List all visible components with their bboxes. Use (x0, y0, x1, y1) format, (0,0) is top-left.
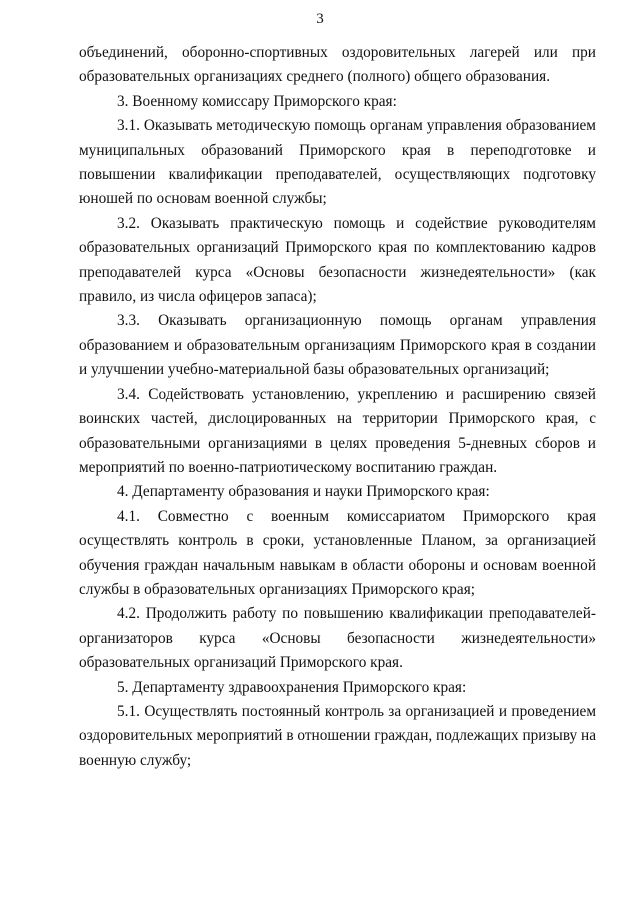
paragraph-3-2: 3.2. Оказывать практическую помощь и содействие руководителям образовательных организаций Приморского края по комплектованию кадров преподавателей курса «Основы безопасности жизнедеятельности» (как правило, из числа офицеров запаса); (79, 214, 596, 306)
paragraph-4-2: 4.2. Продолжить работу по повышению квалификации преподавателей-организаторов курса «Основы безопасности жизнедеятельности» образовательных организаций Приморского края. (79, 605, 596, 672)
paragraph-section-4-heading: 4. Департаменту образования и науки Приморского края: (117, 483, 490, 501)
paragraph-section-3-heading: 3. Военному комиссару Приморского края: (117, 92, 397, 110)
page-number: 3 (316, 11, 324, 27)
paragraph-5-1: 5.1. Осуществлять постоянный контроль за организацией и проведением оздоровительных мероприятий в отношении граждан, подлежащих призыву на военную службу; (79, 702, 596, 769)
document-body (79, 41, 596, 773)
paragraph-3-3: 3.3. Оказывать организационную помощь органам управления образованием и образовательным организациям Приморского края в создании и улучшении учебно-материальной базы образовательных организаций; (79, 312, 596, 379)
paragraph-continuation: объединений, оборонно-спортивных оздоровительных лагерей или при образовательных организациях среднего (полного) общего образования. (79, 44, 596, 86)
paragraph-4-1: 4.1. Совместно с военным комиссариатом Приморского края осуществлять контроль в сроки, установленные Планом, за организацией обучения граждан начальным навыкам в области обороны и основам военной службы в образовательных организациях Приморского края; (79, 507, 596, 598)
paragraph-3-4: 3.4. Содействовать установлению, укреплению и расширению связей воинских частей, дислоцированных на территории Приморского края, с образовательными организациями в целях проведения 5-дневных сборов и мероприятий по военно-патриотическому воспитанию граждан. (79, 385, 596, 476)
paragraph-3-1: 3.1. Оказывать методическую помощь органам управления образованием муниципальных образований Приморского края в переподготовке и повышении квалификации преподавателей, осуществляющих подготовку юношей по основам военной службы; (79, 117, 596, 208)
paragraph-section-5-heading: 5. Департаменту здравоохранения Приморского края: (117, 678, 467, 696)
